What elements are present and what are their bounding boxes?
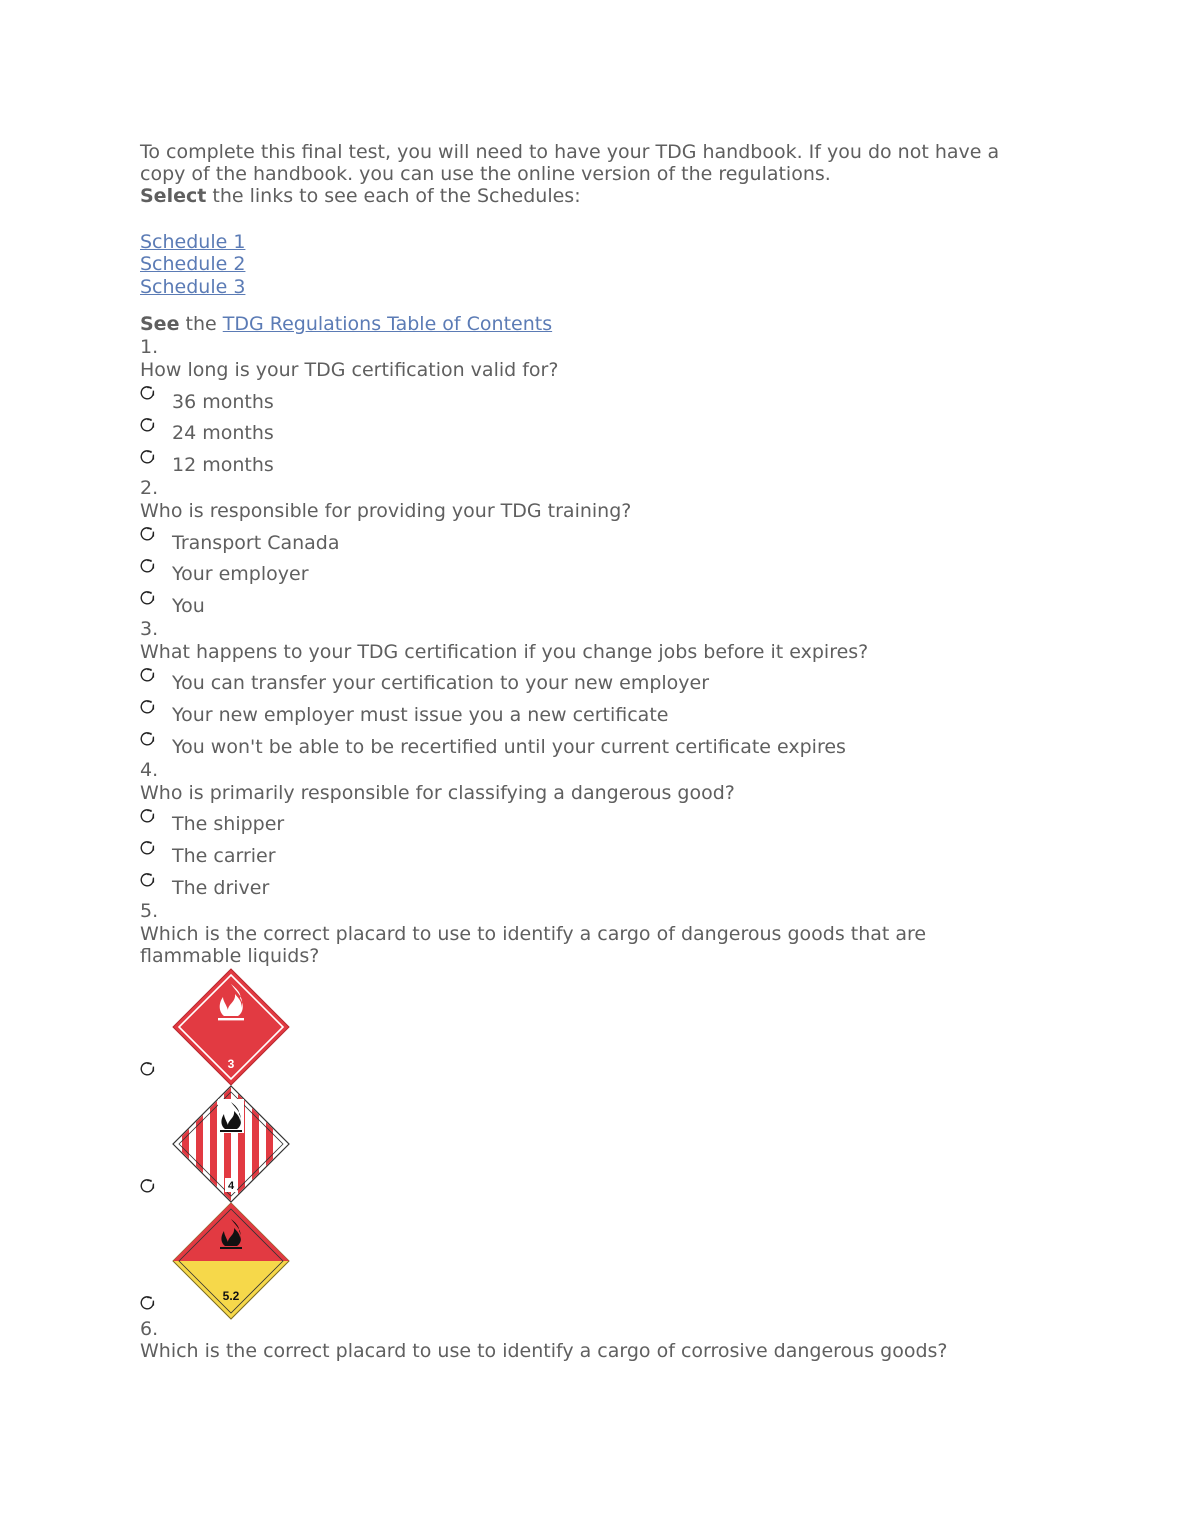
- q2-option-3-label[interactable]: You: [172, 595, 205, 617]
- q1-option-3-radio[interactable]: [140, 450, 155, 465]
- select-instruction: [140, 185, 581, 207]
- q4-option-1-radio[interactable]: [140, 809, 155, 824]
- q4-option-2-label[interactable]: The carrier: [172, 845, 276, 867]
- question-2-number: 2.: [140, 477, 159, 499]
- q3-option-3-label[interactable]: You won't be able to be recertified until your current certificate expires: [172, 736, 846, 758]
- question-3-number: 3.: [140, 618, 159, 640]
- see-bold: See: [140, 313, 180, 335]
- schedule-1-link-row: [140, 231, 245, 253]
- class-5-2-organic-peroxide-placard[interactable]: [172, 1202, 290, 1320]
- question-4-text: Who is primarily responsible for classifying a dangerous good?: [140, 782, 735, 804]
- q2-option-2-radio[interactable]: [140, 559, 155, 574]
- schedule-1-link[interactable]: Schedule 1: [140, 231, 246, 253]
- question-1-text: How long is your TDG certification valid for?: [140, 359, 559, 381]
- schedule-3-link[interactable]: Schedule 3: [140, 276, 246, 298]
- schedule-2-link[interactable]: Schedule 2: [140, 253, 246, 275]
- placard-3-class-label: 5.2: [222, 1289, 240, 1303]
- q1-option-3-label[interactable]: 12 months: [172, 454, 274, 476]
- q2-option-2-label[interactable]: Your employer: [172, 563, 309, 585]
- intro-line-1: To complete this final test, you will need to have your TDG handbook. If you do not have a: [140, 141, 1000, 163]
- q3-option-2-label[interactable]: Your new employer must issue you a new certificate: [172, 704, 669, 726]
- placard-2-class-label: 4: [227, 1180, 235, 1192]
- select-rest: the links to see each of the Schedules:: [206, 185, 581, 207]
- class-3-flammable-liquid-placard[interactable]: [172, 968, 290, 1086]
- question-6-number: 6.: [140, 1318, 159, 1340]
- q1-option-1-label[interactable]: 36 months: [172, 391, 274, 413]
- question-3-text: What happens to your TDG certification if you change jobs before it expires?: [140, 641, 869, 663]
- schedule-3-link-row: [140, 276, 245, 298]
- q1-option-2-label[interactable]: 24 months: [172, 422, 274, 444]
- q2-option-1-label[interactable]: Transport Canada: [172, 532, 340, 554]
- question-5-text-line-2: flammable liquids?: [140, 945, 320, 967]
- question-6-text: Which is the correct placard to use to identify a cargo of corrosive dangerous goods?: [140, 1340, 948, 1362]
- q5-option-1-radio[interactable]: [140, 1062, 155, 1077]
- schedule-2-link-row: [140, 253, 245, 275]
- q4-option-1-label[interactable]: The shipper: [172, 813, 285, 835]
- question-5-text-line-1: Which is the correct placard to use to identify a cargo of dangerous goods that are: [140, 923, 927, 945]
- class-4-flammable-solid-placard[interactable]: [172, 1085, 290, 1203]
- q2-option-3-radio[interactable]: [140, 591, 155, 606]
- q4-option-3-label[interactable]: The driver: [172, 877, 270, 899]
- q4-option-2-radio[interactable]: [140, 841, 155, 856]
- question-2-text: Who is responsible for providing your TDG training?: [140, 500, 632, 522]
- q3-option-1-radio[interactable]: [140, 668, 155, 683]
- q4-option-3-radio[interactable]: [140, 873, 155, 888]
- q5-option-3-radio[interactable]: [140, 1296, 155, 1311]
- q5-option-2-radio[interactable]: [140, 1179, 155, 1194]
- q3-option-1-label[interactable]: You can transfer your certification to your new employer: [172, 672, 710, 694]
- q3-option-2-radio[interactable]: [140, 700, 155, 715]
- toc-link[interactable]: TDG Regulations Table of Contents: [222, 313, 553, 335]
- select-bold: Select: [140, 185, 207, 207]
- question-1-number: 1.: [140, 336, 159, 358]
- see-toc-line: [140, 313, 552, 335]
- question-4-number: 4.: [140, 759, 159, 781]
- q1-option-2-radio[interactable]: [140, 418, 155, 433]
- q1-option-1-radio[interactable]: [140, 386, 155, 401]
- see-text: the: [179, 313, 223, 335]
- placard-1-class-label: 3: [227, 1057, 235, 1071]
- q3-option-3-radio[interactable]: [140, 732, 155, 747]
- intro-line-2: copy of the handbook. you can use the online version of the regulations.: [140, 163, 831, 185]
- q2-option-1-radio[interactable]: [140, 527, 155, 542]
- question-5-number: 5.: [140, 900, 159, 922]
